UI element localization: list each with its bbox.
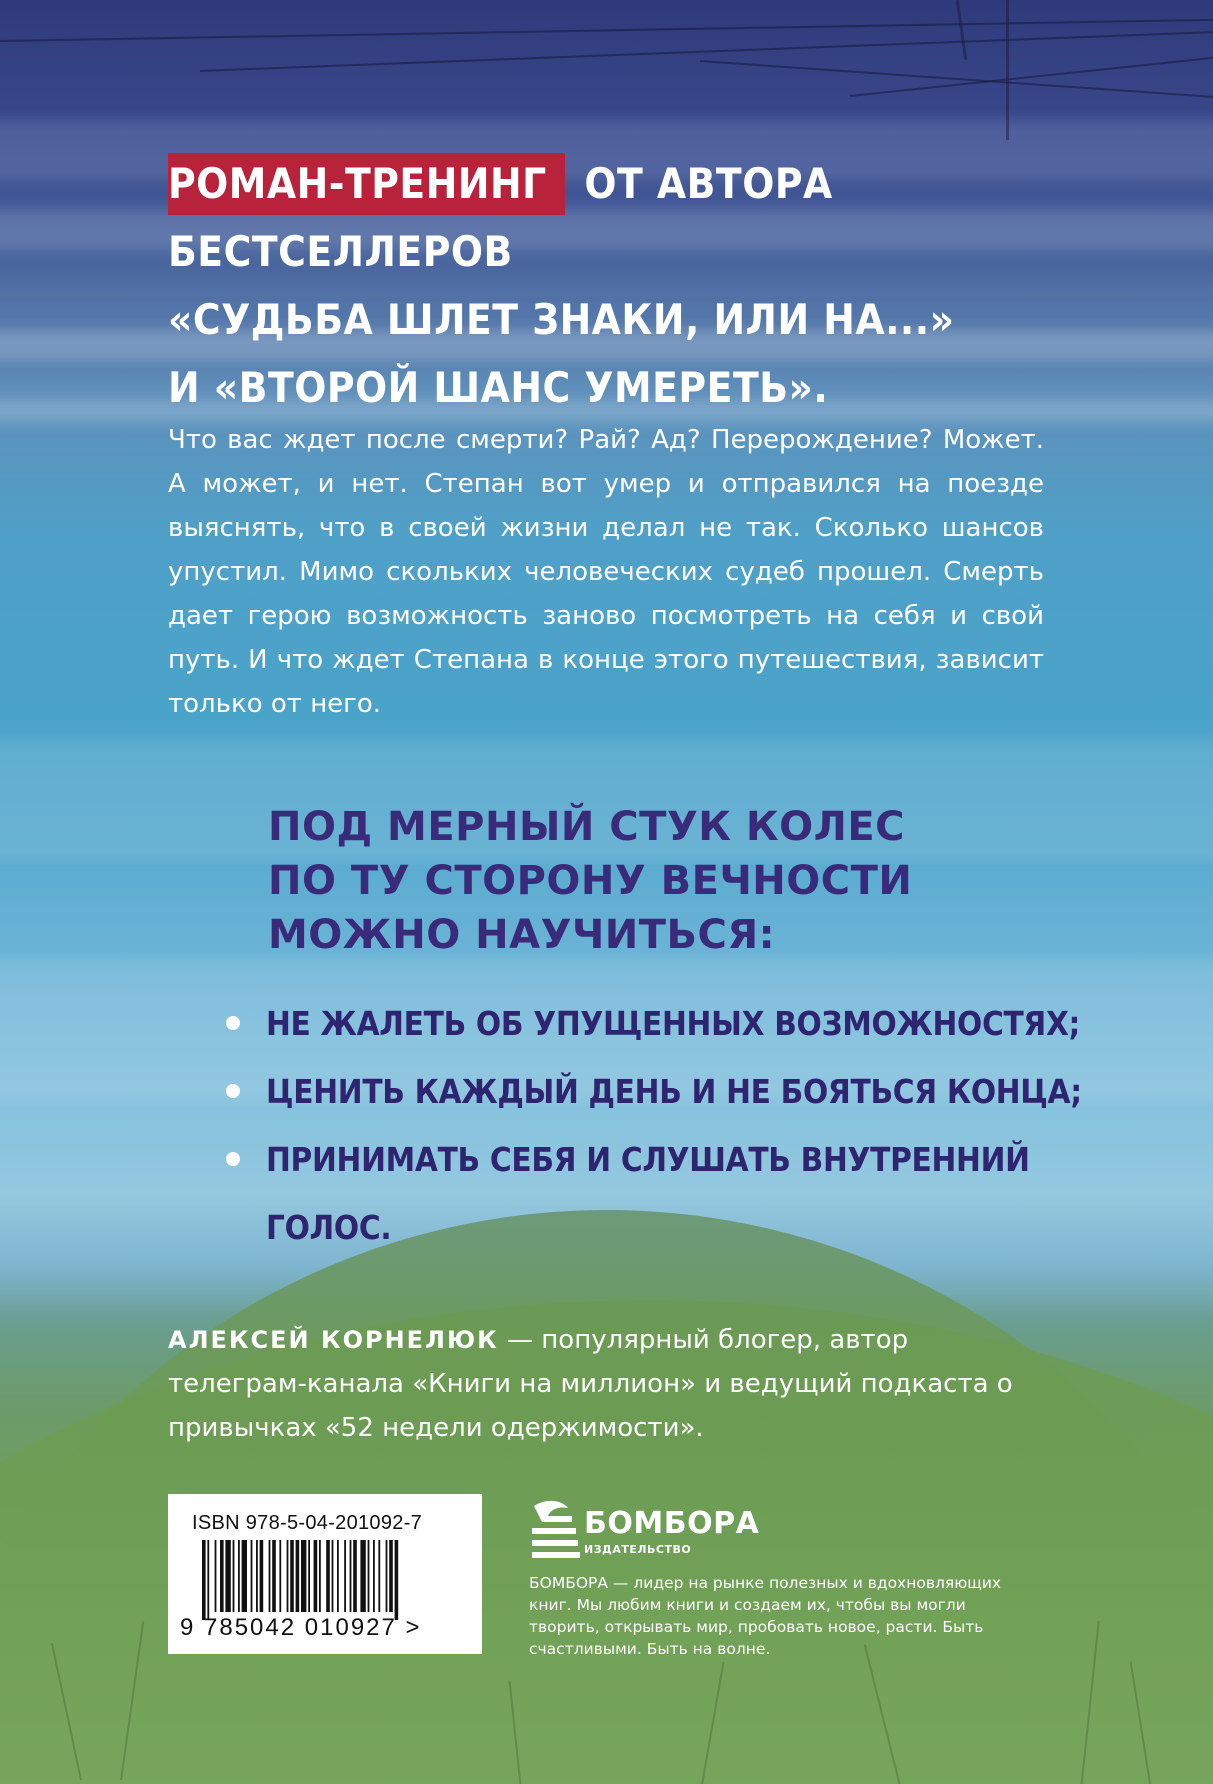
list-item: НЕ ЖАЛЕТЬ ОБ УПУЩЕННЫХ ВОЗМОЖНОСТЯХ; (222, 990, 1122, 1058)
learn-title (268, 800, 968, 962)
isbn-label: ISBN 978-5-04-201092-7 (192, 1512, 423, 1534)
author-name: АЛЕКСЕЙ КОРНЕЛЮК (168, 1326, 499, 1354)
barcode-digits: 9 785042 010927 > (180, 1614, 422, 1641)
publisher-name: БОМБОРА (584, 1506, 760, 1541)
bullet-icon (226, 1084, 240, 1098)
headline-line-3: И «ВТОРОЙ ШАНС УМЕРЕТЬ». (168, 363, 829, 412)
learn-title-line: ПОД МЕРНЫЙ СТУК КОЛЕС (268, 804, 906, 850)
barcode-bars (202, 1540, 464, 1620)
genre-tag: РОМАН-ТРЕНИНГ (168, 153, 565, 215)
bullet-icon (226, 1016, 240, 1030)
publisher-subtitle: ИЗДАТЕЛЬСТВО (584, 1543, 692, 1556)
barcode (168, 1494, 482, 1654)
headline (168, 150, 1068, 422)
power-pole (956, 0, 967, 60)
book-description: Что вас ждет после смерти? Рай? Ад? Перерождение? Может. А может, и нет. Степан вот умер и отправился на поезде выяснять, что в своей жизни делал не так. Сколько шансов упустил. Мимо скольких человеческих судеб прошел. Смерть дает герою возможность заново посмотреть на себя и свой путь. И что ждет Степана в конце этого путешествия, зависит только от него. (168, 425, 1044, 719)
learn-title-line: МОЖНО НАУЧИТЬСЯ: (268, 912, 776, 958)
headline-line-2: «СУДЬБА ШЛЕТ ЗНАКИ, ИЛИ НА...» (168, 295, 955, 344)
bullet-icon (226, 1152, 240, 1166)
publisher-description: БОМБОРА — лидер на рынке полезных и вдохновляющих книг. Мы любим книги и создаем их, чтобы вы могли творить, открывать мир, пробовать новое, расти. Быть счастливыми. Быть на волне. (529, 1574, 1002, 1658)
power-wire (200, 31, 1212, 72)
list-item: ЦЕНИТЬ КАЖДЫЙ ДЕНЬ И НЕ БОЯТЬСЯ КОНЦА; (222, 1058, 1122, 1126)
list-item: ПРИНИМАТЬ СЕБЯ И СЛУШАТЬ ВНУТРЕННИЙ ГОЛОС. (222, 1126, 1122, 1262)
author-bio-text: — популярный блогер, автор телеграм-канала «Книги на миллион» и ведущий подкаста о привычках «52 недели одержимости». (168, 1325, 1013, 1443)
learn-list (222, 990, 1122, 1262)
author-bio (168, 1318, 1044, 1450)
headline-line-1-rest: ОТ АВТОРА БЕСТСЕЛЛЕРОВ (168, 159, 833, 276)
learn-title-line: ПО ТУ СТОРОНУ ВЕЧНОСТИ (268, 858, 913, 904)
headline-line-1 (168, 150, 1068, 286)
power-pole (1006, 0, 1009, 140)
